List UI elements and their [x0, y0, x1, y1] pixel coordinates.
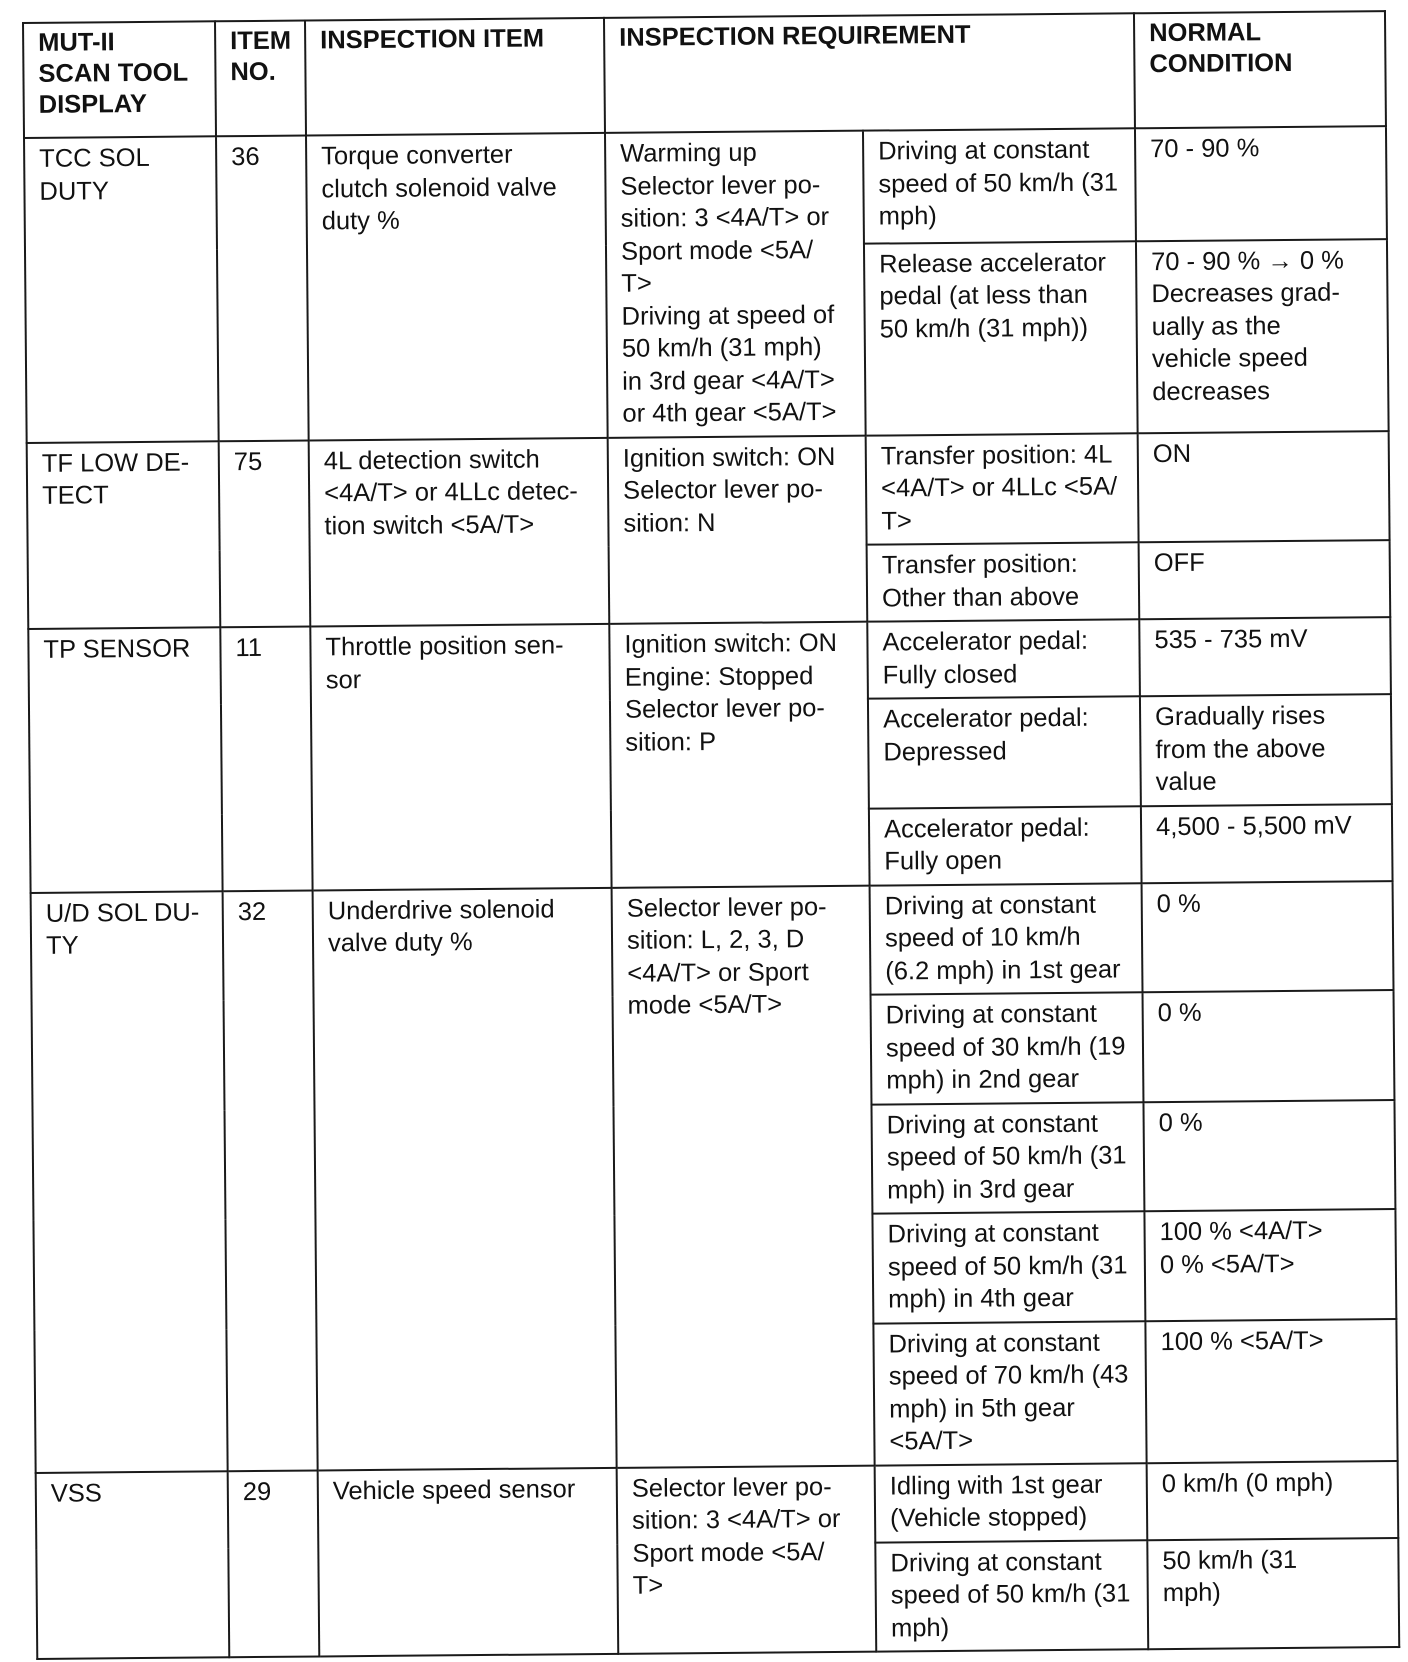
item-no-cell: 36: [216, 136, 309, 441]
normal-cell: 100 % <4A/T> 0 % <5A/T>: [1144, 1209, 1396, 1321]
condition-cell: Idling with 1st gear (Vehicle stopped): [875, 1463, 1148, 1542]
inspection-table-page: [22, 10, 1398, 1660]
header-display: MUT-II SCAN TOOL DISPLAY: [23, 21, 216, 138]
item-no-cell: 11: [220, 627, 312, 891]
condition-cell: Driving at constant speed of 50 km/h (31 mph): [863, 128, 1136, 243]
normal-cell: 0 %: [1143, 1100, 1395, 1212]
table-row: [31, 881, 1394, 1002]
display-cell: TF LOW DE- TECT: [27, 441, 221, 629]
display-cell: TCC SOL DUTY: [24, 136, 219, 442]
condition-cell: Driving at constant speed of 30 km/h (19 mph) in 2nd gear: [871, 992, 1144, 1104]
condition-cell: Accelerator pedal: Depressed: [868, 696, 1141, 808]
condition-cell: Driving at constant speed of 70 km/h (43 mph) in 5th gear <5A/T>: [873, 1321, 1146, 1465]
condition-cell: Driving at constant speed of 50 km/h (31 mph) in 4th gear: [872, 1211, 1145, 1323]
condition-cell: Accelerator pedal: Fully closed: [867, 619, 1140, 698]
table-row: [27, 431, 1390, 552]
header-inspection-item: INSPECTION ITEM: [305, 18, 605, 136]
requirement-cell: Selector lever po- sition: L, 2, 3, D <4A/T> or Sport mode <5A/T>: [612, 885, 875, 1467]
normal-cell: 70 - 90 % → 0 % Decreases grad- ually as the vehicle speed decreases: [1136, 239, 1389, 433]
normal-cell: ON: [1138, 431, 1390, 543]
inspection-item-cell: 4L detection switch <4A/T> or 4LLc detec- tion switch <5A/T>: [309, 437, 610, 626]
normal-cell: 100 % <5A/T>: [1145, 1319, 1397, 1463]
requirement-cell: Ignition switch: ON Selector lever po- sition: N: [608, 435, 868, 624]
table-row: [36, 1461, 1399, 1550]
table-row: [28, 617, 1391, 706]
item-no-cell: 75: [219, 440, 311, 627]
condition-cell: Driving at constant speed of 50 km/h (31 mph): [875, 1540, 1148, 1652]
normal-cell: 0 km/h (0 mph): [1147, 1461, 1399, 1540]
normal-cell: 0 %: [1143, 990, 1395, 1102]
condition-cell: Accelerator pedal: Fully open: [869, 806, 1142, 885]
normal-cell: 50 km/h (31 mph): [1147, 1538, 1399, 1650]
inspection-item-cell: Underdrive solenoid valve duty %: [313, 887, 617, 1470]
header-item-no: ITEM NO.: [215, 21, 306, 137]
header-normal-condition: NORMAL CONDITION: [1134, 11, 1386, 128]
normal-cell: 4,500 - 5,500 mV: [1141, 804, 1393, 883]
condition-cell: Driving at constant speed of 10 km/h (6.2 mph) in 1st gear: [870, 883, 1143, 995]
requirement-cell: Selector lever po- sition: 3 <4A/T> or Sport mode <5A/ T>: [617, 1465, 877, 1654]
inspection-item-cell: Throttle position sen- sor: [310, 624, 611, 890]
item-no-cell: 32: [223, 890, 318, 1471]
inspection-item-cell: Vehicle speed sensor: [318, 1467, 619, 1656]
condition-cell: Release accelerator pedal (at less than 50 km/h (31 mph)): [864, 241, 1138, 435]
normal-cell: 70 - 90 %: [1135, 126, 1387, 241]
header-inspection-requirement: INSPECTION REQUIREMENT: [604, 13, 1135, 133]
condition-cell: Transfer position: 4L <4A/T> or 4LLc <5A/ T>: [866, 433, 1139, 545]
condition-cell: Transfer position: Other than above: [867, 542, 1140, 621]
inspection-table: [22, 10, 1400, 1660]
display-cell: VSS: [36, 1471, 230, 1659]
normal-cell: 0 %: [1142, 881, 1394, 993]
item-no-cell: 29: [228, 1470, 320, 1657]
table-row: [24, 126, 1387, 251]
requirement-cell: Ignition switch: ON Engine: Stopped Selector lever po- sition: P: [609, 622, 869, 888]
condition-cell: Driving at constant speed of 50 km/h (31 mph) in 3rd gear: [871, 1102, 1144, 1214]
normal-cell: 535 - 735 mV: [1139, 617, 1391, 696]
inspection-item-cell: Torque converter clutch solenoid valve duty %: [306, 133, 608, 440]
requirement-cell: Warming up Selector lever po- sition: 3 <4A/T> or Sport mode <5A/ T> Driving at speed of 50 km/h (31 mph) in 3rd gear <4A/T> or 4th gear <5A/T>: [605, 131, 866, 438]
display-cell: TP SENSOR: [28, 627, 222, 892]
normal-cell: Gradually rises from the above value: [1140, 694, 1392, 806]
header-row: [23, 11, 1386, 138]
normal-cell: OFF: [1139, 540, 1391, 619]
display-cell: U/D SOL DU- TY: [31, 891, 228, 1473]
